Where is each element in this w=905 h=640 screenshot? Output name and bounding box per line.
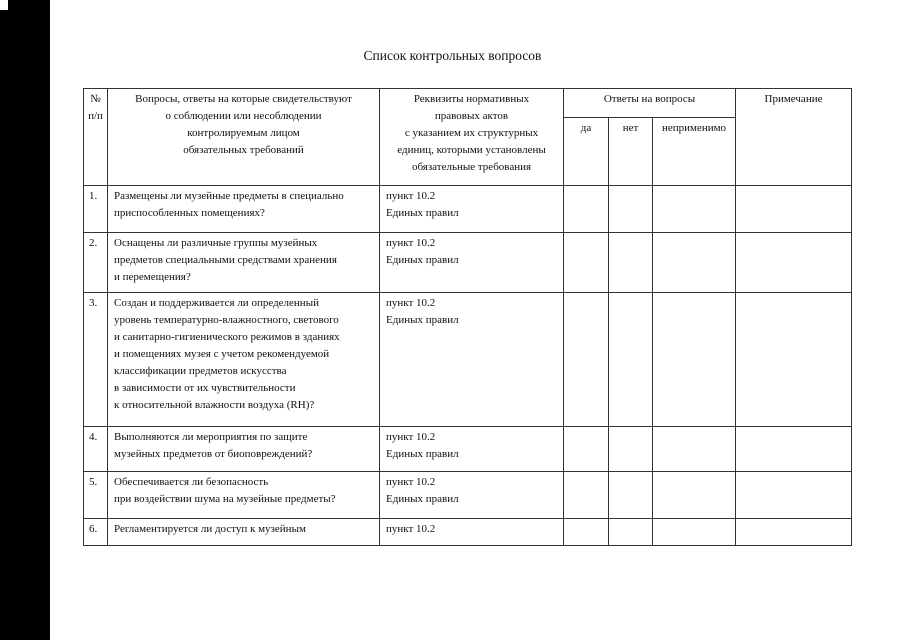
row-question: Регламентируется ли доступ к музейным	[108, 519, 380, 546]
note-cell[interactable]	[736, 186, 852, 233]
row-num: 6.	[84, 519, 108, 546]
note-cell[interactable]	[736, 427, 852, 472]
note-cell[interactable]	[736, 472, 852, 519]
scan-corner-notch	[0, 0, 8, 10]
note-cell[interactable]	[736, 519, 852, 546]
answer-na-cell[interactable]	[653, 427, 736, 472]
header-requisites: Реквизиты нормативных правовых актов с указанием их структурных единиц, которыми установлены обязательные требования	[380, 89, 564, 186]
row-num: 5.	[84, 472, 108, 519]
answer-no-cell[interactable]	[609, 293, 653, 427]
header-note: Примечание	[736, 89, 852, 186]
answer-yes-cell[interactable]	[564, 472, 609, 519]
header-num: № п/п	[84, 89, 108, 186]
note-cell[interactable]	[736, 233, 852, 293]
row-requisite: пункт 10.2 Единых правил	[380, 472, 564, 519]
answer-no-cell[interactable]	[609, 519, 653, 546]
table-row	[84, 186, 852, 233]
row-requisite: пункт 10.2 Единых правил	[380, 293, 564, 427]
header-yes: да	[564, 118, 609, 186]
row-num: 2.	[84, 233, 108, 293]
scan-dark-margin	[0, 0, 50, 640]
row-num: 1.	[84, 186, 108, 233]
row-requisite: пункт 10.2	[380, 519, 564, 546]
table-row	[84, 427, 852, 472]
note-cell[interactable]	[736, 293, 852, 427]
row-num: 3.	[84, 293, 108, 427]
checklist-table	[83, 88, 852, 546]
table-row	[84, 472, 852, 519]
table-row	[84, 233, 852, 293]
answer-yes-cell[interactable]	[564, 233, 609, 293]
header-no: нет	[609, 118, 653, 186]
document-title: Список контрольных вопросов	[363, 48, 542, 63]
answer-na-cell[interactable]	[653, 186, 736, 233]
row-requisite: пункт 10.2 Единых правил	[380, 233, 564, 293]
row-question: Создан и поддерживается ли определенный уровень температурно-влажностного, светового и санитарно-гигиенического режимов в зданиях и помещениях музея с учетом рекомендуемой классификации предметов искусства в зависимости от их чувствительности к относительной влажности воздуха (RH)?	[108, 293, 380, 427]
row-requisite: пункт 10.2 Единых правил	[380, 427, 564, 472]
row-question: Выполняются ли мероприятия по защите музейных предметов от биоповреждений?	[108, 427, 380, 472]
header-answers: Ответы на вопросы	[564, 89, 736, 118]
answer-na-cell[interactable]	[653, 293, 736, 427]
answer-no-cell[interactable]	[609, 472, 653, 519]
answer-no-cell[interactable]	[609, 233, 653, 293]
row-question: Оснащены ли различные группы музейных предметов специальными средствами хранения и перемещения?	[108, 233, 380, 293]
row-num: 4.	[84, 427, 108, 472]
table-row	[84, 293, 852, 427]
answer-no-cell[interactable]	[609, 427, 653, 472]
answer-na-cell[interactable]	[653, 472, 736, 519]
answer-na-cell[interactable]	[653, 519, 736, 546]
row-question: Размещены ли музейные предметы в специально приспособленных помещениях?	[108, 186, 380, 233]
answer-yes-cell[interactable]	[564, 427, 609, 472]
answer-yes-cell[interactable]	[564, 186, 609, 233]
header-row-1	[84, 89, 852, 118]
header-question: Вопросы, ответы на которые свидетельствуют о соблюдении или несоблюдении контролируемым лицом обязательных требований	[108, 89, 380, 186]
row-requisite: пункт 10.2 Единых правил	[380, 186, 564, 233]
answer-yes-cell[interactable]	[564, 293, 609, 427]
answer-no-cell[interactable]	[609, 186, 653, 233]
header-na: неприменимо	[653, 118, 736, 186]
table-row	[84, 519, 852, 546]
answer-na-cell[interactable]	[653, 233, 736, 293]
answer-yes-cell[interactable]	[564, 519, 609, 546]
row-question: Обеспечивается ли безопасность при воздействии шума на музейные предметы?	[108, 472, 380, 519]
